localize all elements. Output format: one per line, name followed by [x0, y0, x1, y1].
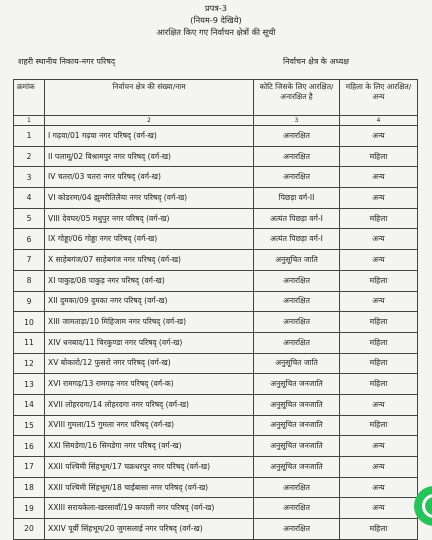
category-cell: अनारक्षित — [254, 146, 340, 167]
constituency-cell: IV चतरा/03 चतरा नगर परिषद् (वर्ग-ख) — [45, 167, 254, 188]
table-row — [14, 208, 418, 229]
col-constituency-header: निर्वाचन क्षेत्र की संख्या/नाम — [45, 80, 254, 116]
women-reservation-cell: महिला — [340, 208, 418, 229]
women-reservation-cell: महिला — [340, 519, 418, 540]
women-reservation-cell: अन्य — [340, 477, 418, 498]
constituency-cell: X साहेबगंज/07 साहेबगंज नगर परिषद् (वर्ग-ख) — [45, 250, 254, 271]
constituency-cell: XIV धनबाद/11 चिरकुण्डा नगर परिषद् (वर्ग-ख) — [45, 332, 254, 353]
table-row — [14, 457, 418, 478]
table-row — [14, 374, 418, 395]
table-row — [14, 436, 418, 457]
serial-cell: 5 — [14, 208, 45, 229]
women-reservation-cell: अन्य — [340, 167, 418, 188]
document-title: आरक्षित किए गए निर्वाचन क्षेत्रों की सूची — [156, 27, 276, 37]
women-reservation-cell: महिला — [340, 332, 418, 353]
table-row — [14, 353, 418, 374]
category-cell: अनारक्षित — [254, 498, 340, 519]
women-reservation-cell: महिला — [340, 270, 418, 291]
women-reservation-cell: अन्य — [340, 229, 418, 250]
constituency-cell: XXII पश्चिमी सिंहभूम/18 चाईबासा नगर परिषद् (वर्ग-ख) — [45, 477, 254, 498]
serial-cell: 8 — [14, 270, 45, 291]
rule-reference: (नियम-9 देखिये) — [190, 15, 242, 25]
category-cell: अनुसूचित जनजाति — [254, 457, 340, 478]
women-reservation-cell: अन्य — [340, 498, 418, 519]
col-category-header: कोटि जिसके लिए आरक्षित/अनारक्षित है — [254, 80, 340, 116]
table-row — [14, 394, 418, 415]
category-cell: अनुसूचित जनजाति — [254, 394, 340, 415]
serial-cell: 3 — [14, 167, 45, 188]
table-row — [14, 250, 418, 271]
table-row — [14, 229, 418, 250]
category-cell: अनारक्षित — [254, 126, 340, 147]
col-women-header: महिला के लिए आरक्षित/अन्य — [340, 80, 418, 116]
col-number: 4 — [340, 116, 418, 126]
col-number: 1 — [14, 116, 45, 126]
serial-cell: 9 — [14, 291, 45, 312]
constituency-cell: XII दुमका/09 दुमका नगर परिषद् (वर्ग-ख) — [45, 291, 254, 312]
column-number-row — [14, 116, 418, 126]
category-cell: अनारक्षित — [254, 477, 340, 498]
serial-cell: 11 — [14, 332, 45, 353]
constituency-cell: XXII पश्चिमी सिंहभूम/17 चक्रधरपुर नगर परिषद् (वर्ग-ख) — [45, 457, 254, 478]
table-row — [14, 291, 418, 312]
category-cell: अत्यंत पिछड़ा वर्ग-I — [254, 229, 340, 250]
constituency-cell: I गढ़वा/01 गढ़वा नगर परिषद् (वर्ग-ख) — [45, 126, 254, 147]
serial-cell: 4 — [14, 188, 45, 209]
women-reservation-cell: महिला — [340, 353, 418, 374]
table-row — [14, 167, 418, 188]
col-number: 2 — [45, 116, 254, 126]
form-number: प्रपत्र-3 — [205, 3, 227, 13]
category-cell: अनारक्षित — [254, 312, 340, 333]
serial-cell: 16 — [14, 436, 45, 457]
women-reservation-cell: महिला — [340, 312, 418, 333]
table-row — [14, 415, 418, 436]
women-reservation-cell: महिला — [340, 374, 418, 395]
category-cell: अनुसूचित जनजाति — [254, 415, 340, 436]
serial-cell: 2 — [14, 146, 45, 167]
table-row — [14, 498, 418, 519]
category-cell: पिछड़ा वर्ग-II — [254, 188, 340, 209]
post-type: निर्वाचन क्षेत्र के अध्यक्ष — [283, 57, 349, 66]
table-row — [14, 519, 418, 540]
serial-cell: 6 — [14, 229, 45, 250]
serial-cell: 7 — [14, 250, 45, 271]
constituency-cell: XXIV पूर्वी सिंहभूम/20 जुगसलाई नगर परिषद् (वर्ग-ख) — [45, 519, 254, 540]
women-reservation-cell: महिला — [340, 146, 418, 167]
constituency-cell: VIII देवघर/05 मधुपुर नगर परिषद् (वर्ग-ख) — [45, 208, 254, 229]
women-reservation-cell: अन्य — [340, 188, 418, 209]
category-cell: अनुसूचित जाति — [254, 353, 340, 374]
category-cell: अनारक्षित — [254, 291, 340, 312]
serial-cell: 20 — [14, 519, 45, 540]
serial-cell: 17 — [14, 457, 45, 478]
table-row — [14, 188, 418, 209]
constituency-cell: XXI सिमडेगा/16 सिमडेगा नगर परिषद् (वर्ग-ख) — [45, 436, 254, 457]
constituency-cell: XXIII सरायकेला-खरसावाँ/19 कपाली नगर परिषद् (वर्ग-ख) — [45, 498, 254, 519]
constituency-cell: XVII लोहरदगा/14 लोहरदगा नगर परिषद् (वर्ग-ख) — [45, 394, 254, 415]
category-cell: अनुसूचित जनजाति — [254, 436, 340, 457]
table-header-row — [14, 80, 418, 116]
women-reservation-cell: अन्य — [340, 291, 418, 312]
women-reservation-cell: अन्य — [340, 126, 418, 147]
women-reservation-cell: अन्य — [340, 394, 418, 415]
category-cell: अनारक्षित — [254, 519, 340, 540]
serial-cell: 10 — [14, 312, 45, 333]
serial-cell: 18 — [14, 477, 45, 498]
serial-cell: 19 — [14, 498, 45, 519]
constituency-cell: XVI रामगढ़/13 रामगढ़ नगर परिषद् (वर्ग-क) — [45, 374, 254, 395]
constituency-cell: XI पाकुड़/08 पाकुड़ नगर परिषद् (वर्ग-ख) — [45, 270, 254, 291]
serial-cell: 13 — [14, 374, 45, 395]
women-reservation-cell: महिला — [340, 415, 418, 436]
table-row — [14, 477, 418, 498]
women-reservation-cell: अन्य — [340, 250, 418, 271]
body-type: शहरी स्थानीय निकाय-नगर परिषद् — [18, 57, 116, 66]
constituency-cell: IX गोड्डा/06 गोड्डा नगर परिषद् (वर्ग-ख) — [45, 229, 254, 250]
category-cell: अत्यंत पिछड़ा वर्ग-I — [254, 208, 340, 229]
table-row — [14, 146, 418, 167]
constituency-cell: XV बोकारो/12 फुसरो नगर परिषद् (वर्ग-ख) — [45, 353, 254, 374]
constituency-cell: VI कोडरमा/04 झुमरीतिलैया नगर परिषद् (वर्ग-ख) — [45, 188, 254, 209]
serial-cell: 14 — [14, 394, 45, 415]
table-row — [14, 332, 418, 353]
serial-cell: 12 — [14, 353, 45, 374]
women-reservation-cell: अन्य — [340, 436, 418, 457]
table-row — [14, 126, 418, 147]
constituency-cell: XVIII गुमला/15 गुमला नगर परिषद् (वर्ग-ख) — [45, 415, 254, 436]
women-reservation-cell: अन्य — [340, 457, 418, 478]
category-cell: अनारक्षित — [254, 332, 340, 353]
category-cell: अनारक्षित — [254, 270, 340, 291]
category-cell: अनारक्षित — [254, 167, 340, 188]
constituency-cell: II पलामू/02 विश्रामपुर नगर परिषद् (वर्ग-ख) — [45, 146, 254, 167]
table-row — [14, 312, 418, 333]
serial-cell: 1 — [14, 126, 45, 147]
table-row — [14, 270, 418, 291]
col-number: 3 — [254, 116, 340, 126]
reservation-table — [13, 79, 418, 540]
category-cell: अनुसूचित जनजाति — [254, 374, 340, 395]
col-serial-header: क्रमांक — [14, 80, 45, 116]
category-cell: अनुसूचित जाति — [254, 250, 340, 271]
serial-cell: 15 — [14, 415, 45, 436]
constituency-cell: XIII जामताड़ा/10 मिहिजाम नगर परिषद् (वर्ग-ख) — [45, 312, 254, 333]
